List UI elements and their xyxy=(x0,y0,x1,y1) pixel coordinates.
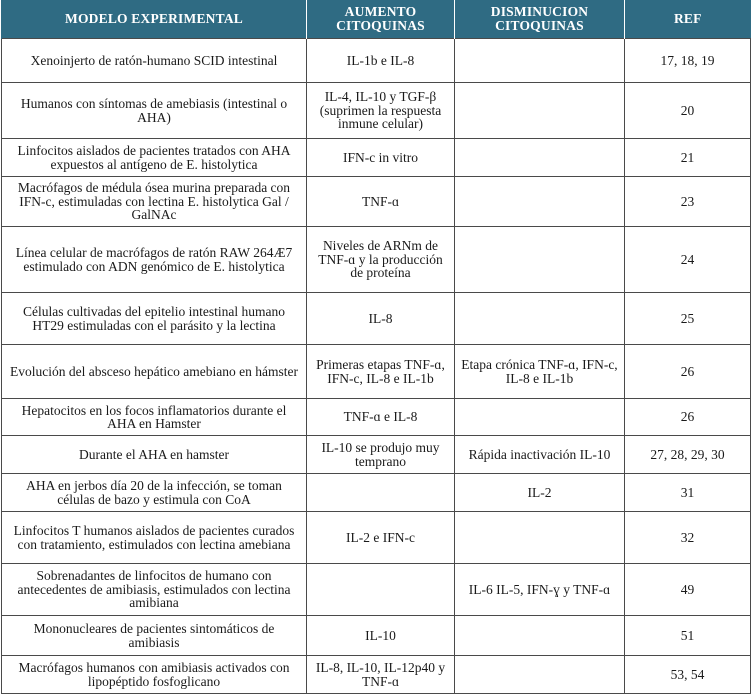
cytokine-table-container xyxy=(1,0,750,694)
cell-increase: IL-2 e IFN-c xyxy=(307,512,455,564)
cell-model: Macrófagos humanos con amibiasis activados con lipopéptido fosfoglicano xyxy=(2,656,307,694)
table-row xyxy=(2,616,751,656)
cell-ref: 25 xyxy=(625,293,751,345)
table-row xyxy=(2,83,751,139)
table-row xyxy=(2,656,751,694)
cell-model: Sobrenadantes de linfocitos de humano con antecedentes de amibiasis, estimulados con lectina amibiana xyxy=(2,564,307,616)
table-row xyxy=(2,39,751,83)
table-row xyxy=(2,436,751,474)
cell-decrease xyxy=(455,39,625,83)
cell-model: Línea celular de macrófagos de ratón RAW 264Æ7 estimulado con ADN genómico de E. histolytica xyxy=(2,227,307,293)
cell-model: Mononucleares de pacientes sintomáticos de amibiasis xyxy=(2,616,307,656)
cell-model: AHA en jerbos día 20 de la infección, se toman células de bazo y estimula con CoA xyxy=(2,474,307,512)
table-row xyxy=(2,474,751,512)
cell-increase: IL-10 xyxy=(307,616,455,656)
cell-decrease: Etapa crónica TNF-ɑ, IFN-c, IL-8 e IL-1b xyxy=(455,345,625,399)
cell-ref: 49 xyxy=(625,564,751,616)
cell-increase: IL-8 xyxy=(307,293,455,345)
cell-increase: IFN-c in vitro xyxy=(307,139,455,177)
cell-ref: 20 xyxy=(625,83,751,139)
cell-model: Hepatocitos en los focos inflamatorios durante el AHA en Hamster xyxy=(2,399,307,436)
cell-model: Células cultivadas del epitelio intestinal humano HT29 estimuladas con el parásito y la lectina xyxy=(2,293,307,345)
cell-model: Linfocitos T humanos aislados de pacientes curados con tratamiento, estimulados con lectina amebiana xyxy=(2,512,307,564)
cell-model: Durante el AHA en hamster xyxy=(2,436,307,474)
cell-decrease xyxy=(455,512,625,564)
cell-decrease xyxy=(455,293,625,345)
cell-model: Humanos con síntomas de amebiasis (intestinal o AHA) xyxy=(2,83,307,139)
cell-model: Linfocitos aislados de pacientes tratados con AHA expuestos al antígeno de E. histolytica xyxy=(2,139,307,177)
cell-increase: IL-8, IL-10, IL-12p40 y TNF-ɑ xyxy=(307,656,455,694)
cell-ref: 21 xyxy=(625,139,751,177)
cell-decrease xyxy=(455,616,625,656)
cell-decrease xyxy=(455,177,625,227)
header-increase: AUMENTO CITOQUINAS xyxy=(307,0,455,39)
header-ref: REF xyxy=(625,0,751,39)
cell-ref: 24 xyxy=(625,227,751,293)
header-model: MODELO EXPERIMENTAL xyxy=(2,0,307,39)
cell-increase: Primeras etapas TNF-ɑ, IFN-c, IL-8 e IL-1b xyxy=(307,345,455,399)
cell-model: Evolución del absceso hepático amebiano en hámster xyxy=(2,345,307,399)
cell-ref: 53, 54 xyxy=(625,656,751,694)
cell-increase: IL-1b e IL-8 xyxy=(307,39,455,83)
table-row xyxy=(2,564,751,616)
table-header-row xyxy=(2,0,751,39)
cell-increase: Niveles de ARNm de TNF-ɑ y la producción de proteína xyxy=(307,227,455,293)
table-row xyxy=(2,512,751,564)
table-row xyxy=(2,227,751,293)
cell-ref: 17, 18, 19 xyxy=(625,39,751,83)
cell-decrease xyxy=(455,227,625,293)
table-row xyxy=(2,345,751,399)
cell-increase xyxy=(307,564,455,616)
cell-decrease xyxy=(455,139,625,177)
table-row xyxy=(2,139,751,177)
cell-ref: 51 xyxy=(625,616,751,656)
table-row xyxy=(2,293,751,345)
cell-model: Macrófagos de médula ósea murina preparada con IFN-c, estimuladas con lectina E. histolytica Gal / GalNAc xyxy=(2,177,307,227)
cell-model: Xenoinjerto de ratón-humano SCID intestinal xyxy=(2,39,307,83)
cytokine-table xyxy=(1,0,751,694)
cell-increase: IL-10 se produjo muy temprano xyxy=(307,436,455,474)
table-row xyxy=(2,177,751,227)
cell-ref: 26 xyxy=(625,399,751,436)
cell-ref: 27, 28, 29, 30 xyxy=(625,436,751,474)
cell-increase: TNF-ɑ xyxy=(307,177,455,227)
table-row xyxy=(2,399,751,436)
cell-ref: 31 xyxy=(625,474,751,512)
header-decrease: DISMINUCION CITOQUINAS xyxy=(455,0,625,39)
cell-decrease xyxy=(455,656,625,694)
cell-decrease: IL-6 IL-5, IFN-ɣ y TNF-ɑ xyxy=(455,564,625,616)
cell-ref: 32 xyxy=(625,512,751,564)
cell-increase xyxy=(307,474,455,512)
cell-ref: 26 xyxy=(625,345,751,399)
cell-decrease xyxy=(455,83,625,139)
cell-increase: IL-4, IL-10 y TGF-β (suprimen la respuesta inmune celular) xyxy=(307,83,455,139)
cell-increase: TNF-ɑ e IL-8 xyxy=(307,399,455,436)
cell-decrease xyxy=(455,399,625,436)
cell-decrease: IL-2 xyxy=(455,474,625,512)
cell-ref: 23 xyxy=(625,177,751,227)
cell-decrease: Rápida inactivación IL-10 xyxy=(455,436,625,474)
